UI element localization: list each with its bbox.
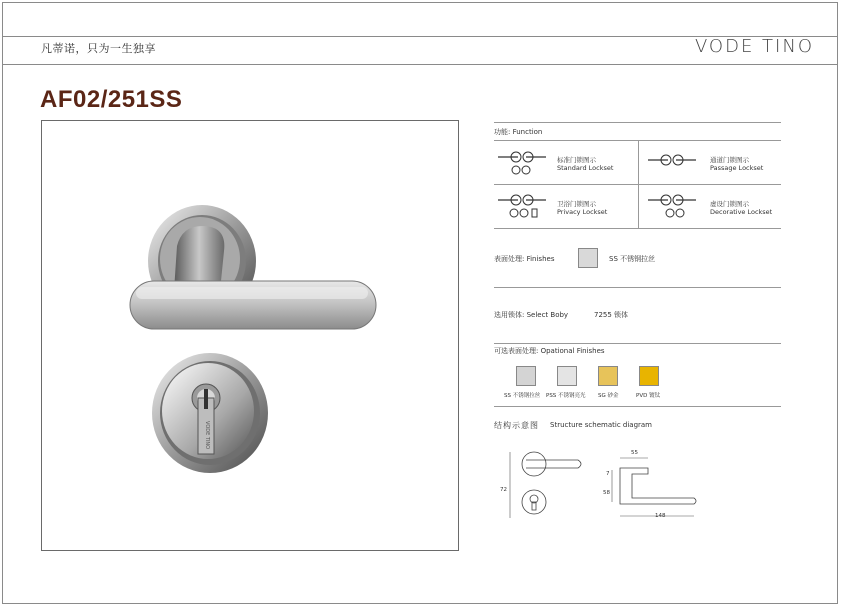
dim-mid: 58 <box>603 490 610 496</box>
tagline: 凡蒂诺，只为一生独享 <box>41 42 156 55</box>
optional-divider <box>494 406 781 407</box>
finish-value: SS 不锈钢拉丝 <box>609 255 656 263</box>
swatch-pvd-caption: PVD 镀钛 <box>636 393 661 399</box>
dim-top: 55 <box>631 450 638 456</box>
model-title: AF02/251SS <box>40 86 183 113</box>
passage-lockset-icon <box>646 148 700 168</box>
standard-lockset-icon <box>496 148 550 176</box>
brand-logo: VODE TINO <box>694 36 814 57</box>
swatch-ss <box>516 366 536 386</box>
swatch-pss-caption: PSS 不锈钢亮光 <box>546 393 586 399</box>
function-grid-hline <box>494 184 781 185</box>
finish-swatch <box>578 248 598 268</box>
standard-lockset-cn: 标准门锁图示 <box>557 156 596 164</box>
function-bottom-divider <box>494 228 781 229</box>
decorative-lockset-cn: 虚设门锁图示 <box>710 200 749 208</box>
structure-label-en: Structure schematic diagram <box>550 421 653 429</box>
privacy-lockset-icon <box>496 192 550 220</box>
structure-label-cn: 结构示意图 <box>494 421 539 430</box>
passage-lockset-cn: 通道门锁图示 <box>710 156 749 164</box>
front-view-drawing <box>496 448 596 522</box>
dim-length: 148 <box>655 513 666 519</box>
function-label: 功能: Function <box>494 128 543 136</box>
optional-finishes-label: 可选表面处理: Opational Finishes <box>494 347 605 355</box>
swatch-sg-caption: SG 砂金 <box>598 393 619 399</box>
finishes-divider <box>494 287 781 288</box>
privacy-lockset-cn: 卫浴门锁图示 <box>557 200 596 208</box>
decorative-lockset-icon <box>646 192 700 220</box>
function-top-divider <box>494 122 781 123</box>
product-photo <box>41 120 459 551</box>
finishes-label: 表面处理: Finishes <box>494 255 555 263</box>
lever-handle-image <box>42 121 458 550</box>
body-value: 7255 锁体 <box>594 311 629 319</box>
swatch-sg <box>598 366 618 386</box>
body-label: 选用锁体: Select Boby <box>494 311 569 319</box>
header-bottom-divider <box>2 64 838 65</box>
passage-lockset-en: Passage Lockset <box>710 164 764 172</box>
swatch-pss <box>557 366 577 386</box>
privacy-lockset-en: Privacy Lockset <box>557 208 608 216</box>
body-divider <box>494 343 781 344</box>
swatch-pvd <box>639 366 659 386</box>
dim-height: 72 <box>500 487 507 493</box>
swatch-ss-caption: SS 不锈钢拉丝 <box>504 393 541 399</box>
standard-lockset-en: Standard Lockset <box>557 164 614 172</box>
side-view-drawing <box>598 448 708 522</box>
svg-text:VODE TINO: VODE TINO <box>204 421 210 450</box>
dim-small: 7 <box>606 471 610 477</box>
decorative-lockset-en: Decorative Lockset <box>710 208 773 216</box>
